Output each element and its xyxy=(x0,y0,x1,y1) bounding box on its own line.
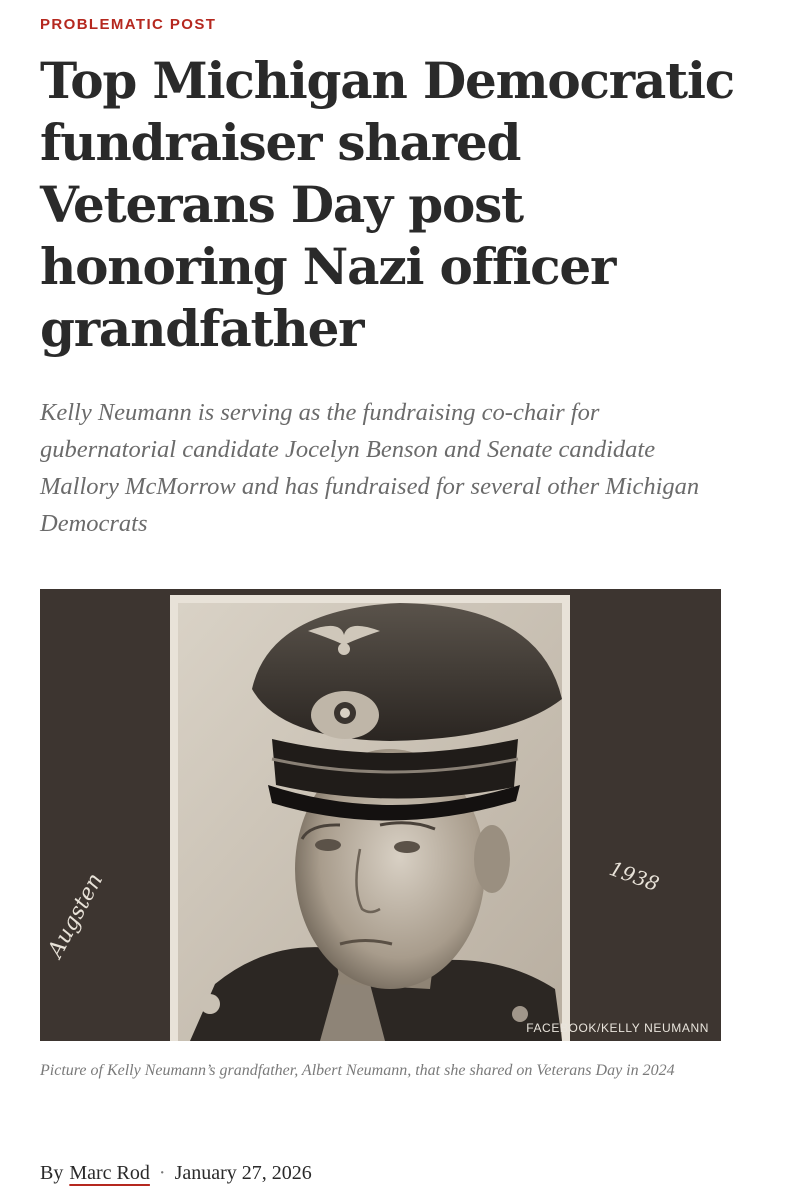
photographer-signature: Augsten xyxy=(43,869,109,962)
byline-prefix: By xyxy=(40,1162,64,1184)
publish-date: January 27, 2026 xyxy=(174,1162,312,1184)
byline xyxy=(40,1162,312,1185)
portrait-photo xyxy=(40,589,721,1041)
byline-separator: · xyxy=(158,1162,166,1184)
article-headline: Top Michigan Democratic fundraiser shared Veterans Day post honoring Nazi officer grandfather xyxy=(40,51,734,358)
photo-credit: FACEBOOK/KELLY NEUMANN xyxy=(526,1021,709,1035)
article-photo xyxy=(40,589,721,1041)
author-link[interactable]: Marc Rod xyxy=(69,1162,150,1184)
section-kicker[interactable]: PROBLEMATIC POST xyxy=(40,16,217,33)
photo-year-mark: 1938 xyxy=(606,856,663,897)
photo-caption: Picture of Kelly Neumann’s grandfather, Albert Neumann, that she shared on Veterans Day in 2024 xyxy=(40,1062,675,1079)
article-dek: Kelly Neumann is serving as the fundraising co-chair for gubernatorial candidate Jocelyn Benson and Senate candidate Mallory McMorrow and has fundraised for several other Michigan Democrats xyxy=(40,399,700,537)
